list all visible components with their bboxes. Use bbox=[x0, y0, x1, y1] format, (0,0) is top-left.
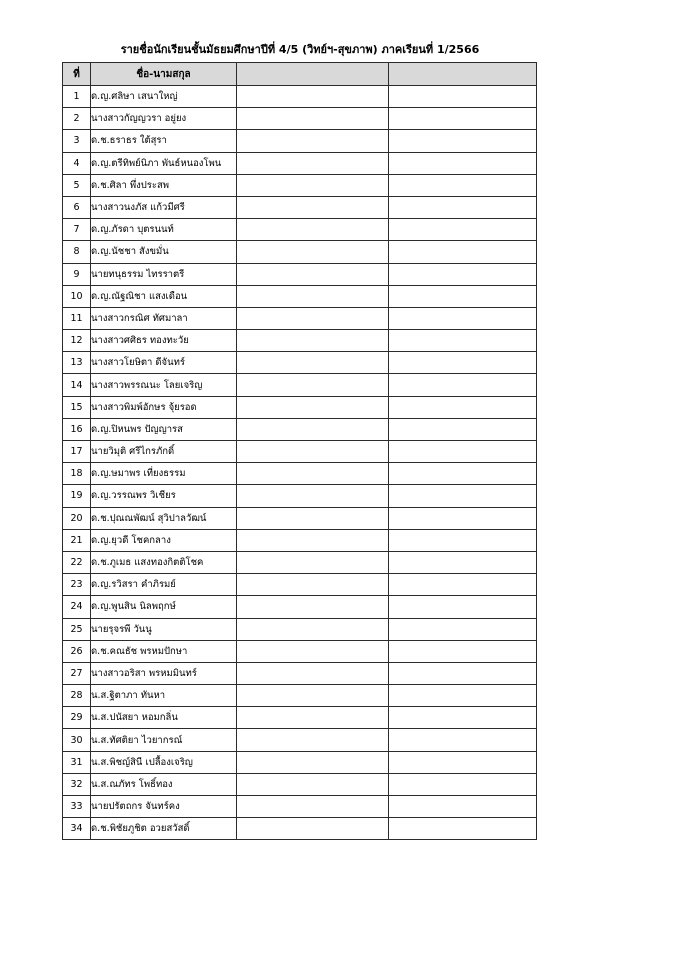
row-number: 18 bbox=[63, 463, 91, 485]
table-row bbox=[63, 618, 537, 640]
table-row bbox=[63, 529, 537, 551]
blank-cell bbox=[389, 796, 537, 818]
blank-cell bbox=[389, 285, 537, 307]
table-row bbox=[63, 396, 537, 418]
blank-cell bbox=[389, 818, 537, 840]
blank-cell bbox=[389, 662, 537, 684]
row-number: 15 bbox=[63, 396, 91, 418]
blank-cell bbox=[237, 330, 389, 352]
blank-cell bbox=[237, 196, 389, 218]
blank-cell bbox=[389, 729, 537, 751]
row-number: 34 bbox=[63, 818, 91, 840]
student-name: น.ส.ทัศติยา ไวยากรณ์ bbox=[91, 729, 237, 751]
header-full-name: ชื่อ-นามสกุล bbox=[91, 63, 237, 86]
blank-cell bbox=[237, 374, 389, 396]
table-row bbox=[63, 330, 537, 352]
blank-cell bbox=[237, 108, 389, 130]
row-number: 25 bbox=[63, 618, 91, 640]
student-name: น.ส.พิชญ์สินี เปลื้องเจริญ bbox=[91, 751, 237, 773]
blank-cell bbox=[389, 574, 537, 596]
blank-cell bbox=[389, 108, 537, 130]
table-row bbox=[63, 174, 537, 196]
student-name: นางสาวโยษิตา ดีจันทร์ bbox=[91, 352, 237, 374]
blank-cell bbox=[389, 152, 537, 174]
table-row bbox=[63, 285, 537, 307]
row-number: 8 bbox=[63, 241, 91, 263]
blank-cell bbox=[237, 174, 389, 196]
blank-cell bbox=[389, 551, 537, 573]
blank-cell bbox=[237, 441, 389, 463]
document-title: รายชื่อนักเรียนชั้นมัธยมศึกษาปีที่ 4/5 (วิทย์ฯ-สุขภาพ) ภาคเรียนที่ 1/2566 bbox=[120, 43, 480, 56]
table-row bbox=[63, 773, 537, 795]
student-roster-table bbox=[62, 62, 537, 840]
table-row bbox=[63, 551, 537, 573]
table-body bbox=[63, 86, 537, 840]
blank-cell bbox=[389, 307, 537, 329]
blank-cell bbox=[237, 551, 389, 573]
row-number: 22 bbox=[63, 551, 91, 573]
table-row bbox=[63, 662, 537, 684]
blank-cell bbox=[237, 152, 389, 174]
table-row bbox=[63, 596, 537, 618]
blank-cell bbox=[237, 307, 389, 329]
table-row bbox=[63, 685, 537, 707]
student-name: ด.ญ.ตรีทิพย์นิภา พันธ์หนองโพน bbox=[91, 152, 237, 174]
blank-cell bbox=[237, 219, 389, 241]
blank-cell bbox=[237, 507, 389, 529]
row-number: 4 bbox=[63, 152, 91, 174]
table-row bbox=[63, 307, 537, 329]
blank-cell bbox=[237, 640, 389, 662]
student-name: ด.ช.ธราธร ใต้สุรา bbox=[91, 130, 237, 152]
student-name: นางสาวพรรณนะ โลยเจริญ bbox=[91, 374, 237, 396]
blank-cell bbox=[389, 441, 537, 463]
table-row bbox=[63, 485, 537, 507]
row-number: 5 bbox=[63, 174, 91, 196]
row-number: 6 bbox=[63, 196, 91, 218]
table-row bbox=[63, 640, 537, 662]
student-name: ด.ญ.นัชชา สังขมั่น bbox=[91, 241, 237, 263]
blank-cell bbox=[237, 729, 389, 751]
table-row bbox=[63, 108, 537, 130]
blank-cell bbox=[237, 707, 389, 729]
table-row bbox=[63, 418, 537, 440]
student-name: นางสาวกรณิศ ทัศมาลา bbox=[91, 307, 237, 329]
blank-cell bbox=[389, 330, 537, 352]
student-name: ด.ญ.ปิหนพร ปัญญารส bbox=[91, 418, 237, 440]
student-name: ด.ญ.ษมาพร เที่ยงธรรม bbox=[91, 463, 237, 485]
blank-cell bbox=[237, 529, 389, 551]
row-number: 31 bbox=[63, 751, 91, 773]
student-name: นายวิมุติ ศรีไกรภักดิ์ bbox=[91, 441, 237, 463]
blank-cell bbox=[237, 396, 389, 418]
table-row bbox=[63, 241, 537, 263]
student-name: นางสาวอริสา พรหมมินทร์ bbox=[91, 662, 237, 684]
student-name: ด.ช.ศิลา พึ่งประสพ bbox=[91, 174, 237, 196]
table-row bbox=[63, 86, 537, 108]
blank-cell bbox=[389, 219, 537, 241]
blank-cell bbox=[237, 263, 389, 285]
student-name: ด.ญ.ยุวดี โชคกลาง bbox=[91, 529, 237, 551]
blank-cell bbox=[237, 418, 389, 440]
student-name: นายรุจรพี วันนู bbox=[91, 618, 237, 640]
blank-cell bbox=[237, 618, 389, 640]
table-row bbox=[63, 130, 537, 152]
student-name: ด.ญ.รวิสรา คำภิรมย์ bbox=[91, 574, 237, 596]
blank-cell bbox=[389, 773, 537, 795]
blank-cell bbox=[389, 463, 537, 485]
blank-cell bbox=[389, 685, 537, 707]
blank-cell bbox=[389, 596, 537, 618]
row-number: 24 bbox=[63, 596, 91, 618]
table-row bbox=[63, 707, 537, 729]
student-name: ด.ญ.วรรณพร วิเชียร bbox=[91, 485, 237, 507]
student-name: ด.ญ.ภัรดา บุตรนนท์ bbox=[91, 219, 237, 241]
header-blank-column-1 bbox=[237, 63, 389, 86]
blank-cell bbox=[389, 130, 537, 152]
blank-cell bbox=[237, 352, 389, 374]
row-number: 7 bbox=[63, 219, 91, 241]
header-number: ที่ bbox=[63, 63, 91, 86]
table-row bbox=[63, 441, 537, 463]
row-number: 9 bbox=[63, 263, 91, 285]
table-row bbox=[63, 796, 537, 818]
blank-cell bbox=[237, 485, 389, 507]
table-row bbox=[63, 751, 537, 773]
blank-cell bbox=[237, 662, 389, 684]
table-row bbox=[63, 507, 537, 529]
table-row bbox=[63, 152, 537, 174]
student-name: นายปรัตถกร จันทร์คง bbox=[91, 796, 237, 818]
blank-cell bbox=[237, 773, 389, 795]
blank-cell bbox=[389, 418, 537, 440]
table-row bbox=[63, 352, 537, 374]
row-number: 3 bbox=[63, 130, 91, 152]
table-row bbox=[63, 574, 537, 596]
table-header-row bbox=[63, 63, 537, 86]
student-name: นางสาวกัญญวรา อยู่ยง bbox=[91, 108, 237, 130]
blank-cell bbox=[389, 751, 537, 773]
blank-cell bbox=[389, 707, 537, 729]
student-name: นายทนุธรรม ไทรราตรี bbox=[91, 263, 237, 285]
student-name: ด.ช.คณธัช พรหมปักษา bbox=[91, 640, 237, 662]
blank-cell bbox=[237, 241, 389, 263]
table-row bbox=[63, 263, 537, 285]
student-name: ด.ช.ภูเมธ แสงทองกิตติโชค bbox=[91, 551, 237, 573]
blank-cell bbox=[237, 130, 389, 152]
student-name: น.ส.ณภัทร โพธิ์ทอง bbox=[91, 773, 237, 795]
student-name: นางสาวศศิธร ทองทะวัย bbox=[91, 330, 237, 352]
row-number: 2 bbox=[63, 108, 91, 130]
table-row bbox=[63, 374, 537, 396]
blank-cell bbox=[389, 263, 537, 285]
student-name: น.ส.ฐิตาภา ทันหา bbox=[91, 685, 237, 707]
blank-cell bbox=[237, 685, 389, 707]
blank-cell bbox=[237, 751, 389, 773]
row-number: 21 bbox=[63, 529, 91, 551]
table-row bbox=[63, 196, 537, 218]
blank-cell bbox=[389, 396, 537, 418]
blank-cell bbox=[237, 574, 389, 596]
row-number: 10 bbox=[63, 285, 91, 307]
row-number: 14 bbox=[63, 374, 91, 396]
student-name: นางสาวพิมพ์อักษร จุ้ยรอด bbox=[91, 396, 237, 418]
table-row bbox=[63, 818, 537, 840]
blank-cell bbox=[389, 507, 537, 529]
row-number: 33 bbox=[63, 796, 91, 818]
blank-cell bbox=[237, 818, 389, 840]
row-number: 32 bbox=[63, 773, 91, 795]
table-row bbox=[63, 463, 537, 485]
student-name: ด.ญ.ศลิษา เสนาใหญ่ bbox=[91, 86, 237, 108]
student-name: ด.ญ.พูนสิน นิลพฤกษ์ bbox=[91, 596, 237, 618]
table-row bbox=[63, 219, 537, 241]
row-number: 29 bbox=[63, 707, 91, 729]
row-number: 23 bbox=[63, 574, 91, 596]
student-name: น.ส.ปนัสยา หอมกลิ่น bbox=[91, 707, 237, 729]
row-number: 28 bbox=[63, 685, 91, 707]
row-number: 12 bbox=[63, 330, 91, 352]
blank-cell bbox=[237, 86, 389, 108]
blank-cell bbox=[389, 640, 537, 662]
row-number: 13 bbox=[63, 352, 91, 374]
row-number: 27 bbox=[63, 662, 91, 684]
blank-cell bbox=[237, 285, 389, 307]
blank-cell bbox=[389, 618, 537, 640]
student-name: นางสาวนงภัส แก้วมีศรี bbox=[91, 196, 237, 218]
row-number: 17 bbox=[63, 441, 91, 463]
table-row bbox=[63, 729, 537, 751]
row-number: 19 bbox=[63, 485, 91, 507]
blank-cell bbox=[389, 374, 537, 396]
student-name: ด.ช.ปุณณพัฒน์ สุวิปาลวัฒน์ bbox=[91, 507, 237, 529]
blank-cell bbox=[389, 241, 537, 263]
header-blank-column-2 bbox=[389, 63, 537, 86]
blank-cell bbox=[389, 174, 537, 196]
blank-cell bbox=[389, 529, 537, 551]
blank-cell bbox=[237, 596, 389, 618]
blank-cell bbox=[237, 463, 389, 485]
row-number: 30 bbox=[63, 729, 91, 751]
blank-cell bbox=[389, 485, 537, 507]
blank-cell bbox=[237, 796, 389, 818]
row-number: 11 bbox=[63, 307, 91, 329]
row-number: 20 bbox=[63, 507, 91, 529]
blank-cell bbox=[389, 352, 537, 374]
row-number: 26 bbox=[63, 640, 91, 662]
student-name: ด.ญ.ณัฐณิชา แสงเดือน bbox=[91, 285, 237, 307]
blank-cell bbox=[389, 196, 537, 218]
row-number: 16 bbox=[63, 418, 91, 440]
row-number: 1 bbox=[63, 86, 91, 108]
blank-cell bbox=[389, 86, 537, 108]
student-name: ด.ช.พิชัยภูชิต อวยสวัสดิ์ bbox=[91, 818, 237, 840]
